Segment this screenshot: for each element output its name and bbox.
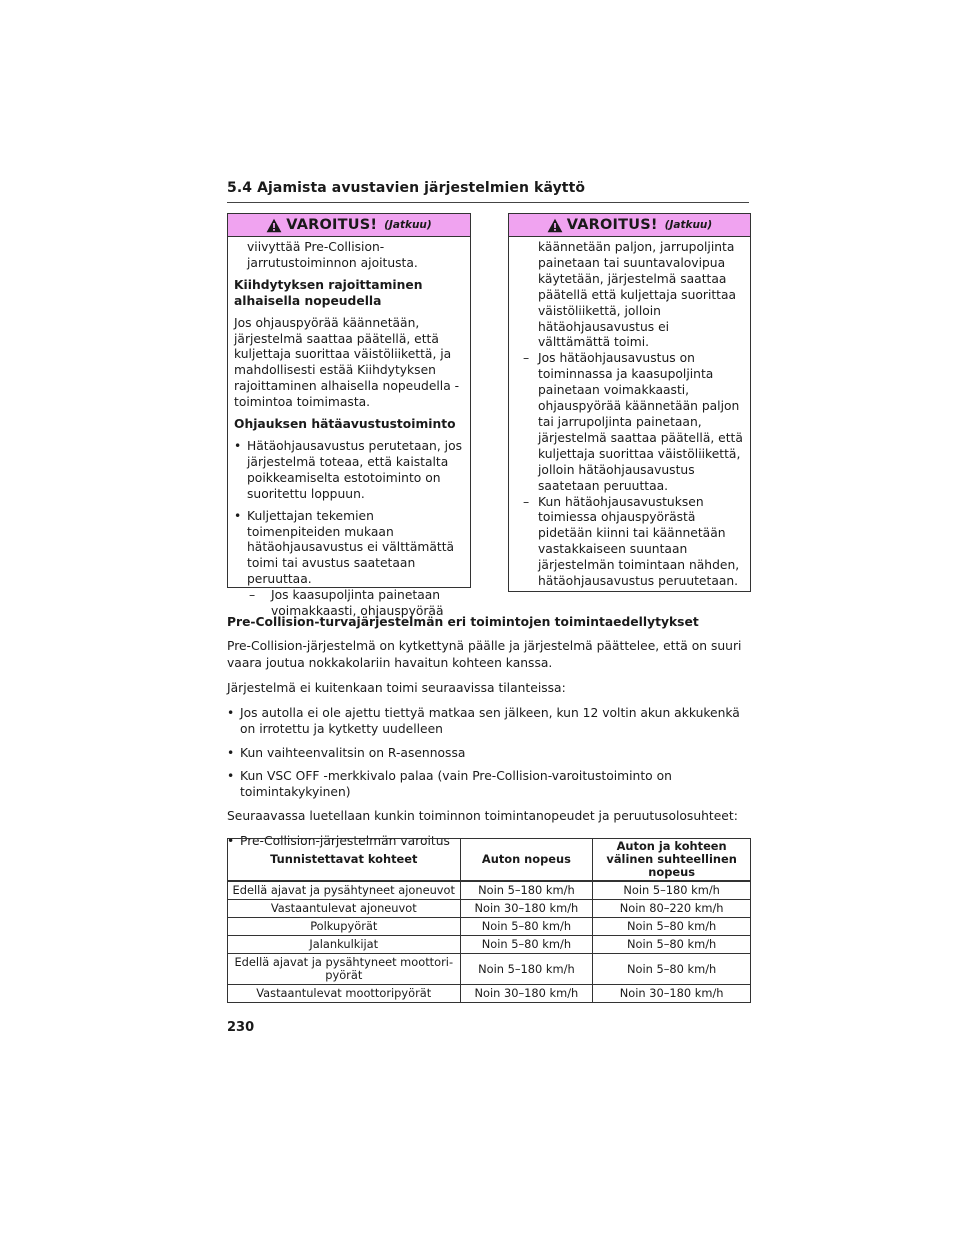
- paragraph: Jos ohjauspyörää käännetään, järjestelmä saattaa päätellä, että kuljettaja suorittaa väistöliikettä, ja mahdollisesti estää Kiihdytyksen rajoittaminen alhaisella nopeudella -toimintoa toimimasta.: [234, 315, 460, 410]
- table-row: [228, 954, 751, 985]
- list-item-text: Kun hätäohjausavustuksen toimiessa ohjauspyörästä pidetään kiinni tai käännetään vastakkaiseen suuntaan järjestelmän toimintaan nähden, hätäohjausavustus peruutetaan.: [538, 494, 740, 589]
- warning-continued: (Jatkuu): [384, 219, 432, 231]
- paragraph: Pre-Collision-järjestelmä on kytkettynä päälle ja järjestelmä päättelee, että on suuri vaara joutua nokkakolariin havaitun kohteen kanssa.: [227, 639, 742, 670]
- bullet-marker: •: [234, 508, 242, 523]
- paragraph: Seuraavassa luetellaan kunkin toiminnon toimintanopeudet ja peruutusolosuhteet:: [227, 808, 738, 823]
- list-item-text: Kuljettajan tekemien toimenpiteiden mukaan hätäohjausavustus ei välttämättä toimi tai avustus saatetaan peruuttaa.: [247, 508, 455, 587]
- list-item: [227, 745, 749, 761]
- table-cell: Noin 80–220 km/h: [593, 900, 751, 918]
- section-title: 5.4 Ajamista avustavien järjestelmien käyttö: [227, 180, 749, 203]
- list-item-text: Jos autolla ei ole ajettu tiettyä matkaa sen jälkeen, kun 12 voltin akun akkukenkä on irrotettu ja kytketty uudelleen: [240, 706, 740, 737]
- list-item: [227, 705, 749, 738]
- table-cell: Edellä ajavat ja pysähtyneet ajoneuvot: [228, 881, 461, 900]
- table-cell: Noin 5–180 km/h: [460, 881, 593, 900]
- list-item-text: Hätäohjausavustus perutetaan, jos järjestelmä toteaa, että kaistalta poikkeamiselta estotoiminto on suoritettu loppuun.: [247, 438, 463, 501]
- warning-box-right: [508, 213, 751, 592]
- warning-triangle-icon: [266, 218, 282, 233]
- table-cell: Noin 5–80 km/h: [593, 918, 751, 936]
- list-item: [523, 495, 744, 590]
- bullet-marker: •: [227, 769, 235, 784]
- table-cell: Noin 5–180 km/h: [593, 881, 751, 900]
- warning-continued: (Jatkuu): [664, 219, 713, 231]
- warning-box-left: [227, 213, 471, 619]
- table-cell: Edellä ajavat ja pysähtyneet moottori-pyörät: [228, 954, 461, 985]
- subheading: Ohjauksen hätäavustustoiminto: [234, 417, 456, 432]
- page-number: 230: [227, 1020, 255, 1035]
- column-header: Auton nopeus: [460, 839, 593, 882]
- bullet-marker: •: [234, 438, 242, 453]
- table-cell: Noin 5–80 km/h: [593, 936, 751, 954]
- table-header-row: [228, 839, 751, 882]
- table-row: [228, 936, 751, 954]
- bullet-marker: •: [227, 706, 235, 721]
- speed-table: [227, 838, 751, 1003]
- table-row: [228, 985, 751, 1003]
- table-row: [228, 881, 751, 900]
- list-item-text: Jos kaasupoljinta painetaan voimakkaasti, ohjauspyörää: [271, 588, 444, 619]
- table-row: [228, 900, 751, 918]
- table-cell: Noin 30–180 km/h: [460, 900, 593, 918]
- warning-body: [228, 237, 470, 620]
- continued-line: viivyttää Pre-Collision-: [247, 240, 385, 254]
- list-item: [227, 768, 749, 801]
- table-cell: Noin 30–180 km/h: [460, 985, 593, 1003]
- list-item: [234, 439, 464, 503]
- warning-header: [509, 214, 750, 237]
- subheading: Kiihdytyksen rajoittaminen alhaisella nopeudella: [234, 277, 423, 308]
- column-header: Tunnistettavat kohteet: [228, 839, 461, 882]
- table-cell: Noin 5–80 km/h: [460, 936, 593, 954]
- table-row: [228, 918, 751, 936]
- table-cell: Noin 5–80 km/h: [460, 918, 593, 936]
- table-cell: Noin 30–180 km/h: [593, 985, 751, 1003]
- dash-marker: –: [523, 351, 530, 366]
- warning-body: [509, 237, 750, 590]
- table-cell: Polkupyörät: [228, 918, 461, 936]
- subheading: Pre-Collision-turvajärjestelmän eri toimintojen toimintaedellytykset: [227, 615, 699, 629]
- dash-marker: –: [523, 494, 530, 509]
- table-cell: Vastaantulevat moottoripyörät: [228, 985, 461, 1003]
- continued-text: käännetään paljon, jarrupoljinta painetaan tai suuntavalovipua käytetään, järjestelmä saattaa päätellä että kuljettaja suorittaa väistöliikettä, jolloin hätäohjausavustus ei välttämättä toimi.: [538, 240, 737, 350]
- list-item-text: Kun vaihteenvalitsin on R-asennossa: [240, 745, 466, 760]
- table-cell: Noin 5–80 km/h: [593, 954, 751, 985]
- list-item-text: Jos hätäohjausavustus on toiminnassa ja kaasupoljinta painetaan voimakkaasti, ohjauspyörää käännetään paljon tai jarrupoljinta painetaan, järjestelmä saattaa päätellä, että kuljettaja suorittaa väistöliikettä, jolloin hätäohjausavustus saatetaan peruuttaa.: [538, 351, 743, 493]
- table-cell: Vastaantulevat ajoneuvot: [228, 900, 461, 918]
- table-cell: Noin 5–180 km/h: [460, 954, 593, 985]
- table-cell: Jalankulkijat: [228, 936, 461, 954]
- paragraph: Järjestelmä ei kuitenkaan toimi seuraavissa tilanteissa:: [227, 680, 566, 695]
- list-item-text: Pre-Collision-järjestelmän varoitus: [240, 833, 450, 848]
- main-content: [227, 614, 749, 856]
- list-item-text: Kun VSC OFF -merkkivalo palaa (vain Pre-Collision-varoitustoiminto on toimintakykyinen): [240, 769, 672, 800]
- bullet-marker: •: [227, 833, 235, 848]
- warning-triangle-icon: [547, 218, 563, 233]
- dash-marker: –: [249, 588, 256, 603]
- warning-title: VAROITUS!: [566, 217, 658, 233]
- list-item: [234, 509, 464, 589]
- warning-title: VAROITUS!: [286, 217, 378, 233]
- list-item: [523, 351, 744, 494]
- warning-header: [228, 214, 470, 237]
- column-header: Auton ja kohteen välinen suhteellinen nopeus: [593, 839, 751, 882]
- bullet-marker: •: [227, 745, 235, 760]
- continued-line: jarrutustoiminnon ajoitusta.: [247, 255, 418, 270]
